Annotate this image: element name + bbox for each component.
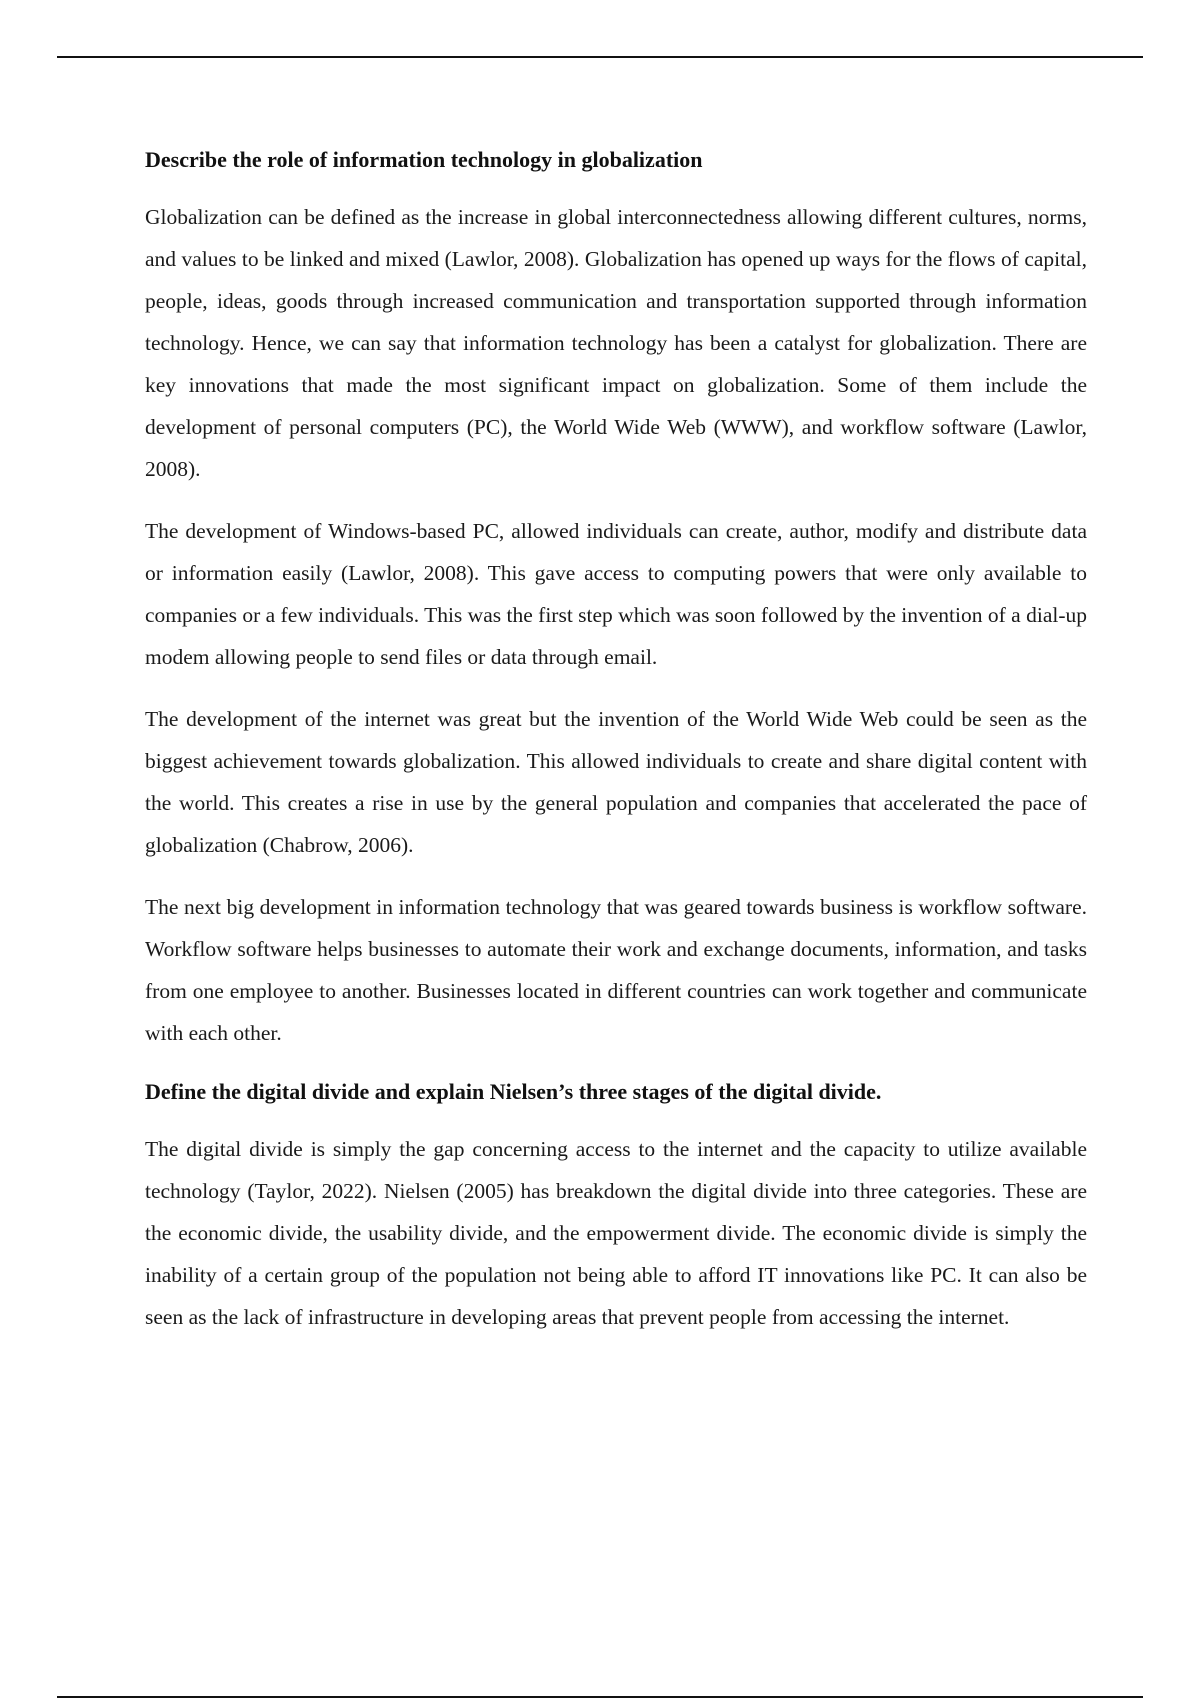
document-body — [145, 142, 1087, 1358]
paragraph: The development of Windows-based PC, allowed individuals can create, author, modify and distribute data or information easily (Lawlor, 2008). This gave access to computing powers that were only available to companies or a few individuals. This was the first step which was soon followed by the invention of a dial-up modem allowing people to send files or data through email. — [145, 519, 1087, 669]
header-rule — [57, 56, 1143, 58]
section-heading: Describe the role of information technology in globalization — [145, 147, 703, 172]
paragraph: Globalization can be defined as the increase in global interconnectedness allowing different cultures, norms, and values to be linked and mixed (Lawlor, 2008). Globalization has opened up ways for the flows of capital, people, ideas, goods through increased communication and transportation supported through information technology. Hence, we can say that information technology has been a catalyst for globalization. There are key innovations that made the most significant impact on globalization. Some of them include the development of personal computers (PC), the World Wide Web (WWW), and workflow software (Lawlor, 2008). — [145, 205, 1087, 481]
paragraph: The next big development in information technology that was geared towards business is workflow software. Workflow software helps businesses to automate their work and exchange documents, information, and tasks from one employee to another. Businesses located in different countries can work together and communicate with each other. — [145, 895, 1087, 1045]
section-heading: Define the digital divide and explain Nielsen’s three stages of the digital divide. — [145, 1079, 882, 1104]
paragraph: The digital divide is simply the gap concerning access to the internet and the capacity to utilize available technology (Taylor, 2022). Nielsen (2005) has breakdown the digital divide into three categories. These are the economic divide, the usability divide, and the empowerment divide. The economic divide is simply the inability of a certain group of the population not being able to afford IT innovations like PC. It can also be seen as the lack of infrastructure in developing areas that prevent people from accessing the internet. — [145, 1137, 1087, 1329]
footer-rule — [57, 1696, 1143, 1698]
paragraph: The development of the internet was great but the invention of the World Wide Web could be seen as the biggest achievement towards globalization. This allowed individuals to create and share digital content with the world. This creates a rise in use by the general population and companies that accelerated the pace of globalization (Chabrow, 2006). — [145, 707, 1087, 857]
